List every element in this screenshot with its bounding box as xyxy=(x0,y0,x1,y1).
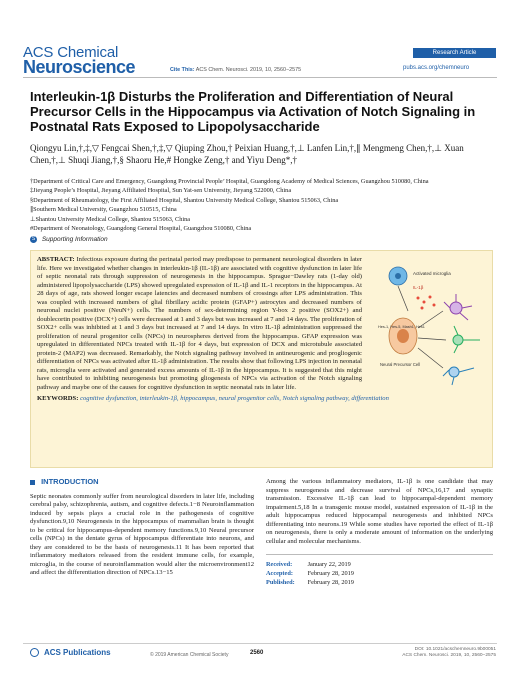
date-value: January 22, 2019 xyxy=(307,561,351,568)
affiliation: †Department of Critical Care and Emergency, Guangdong Provincial People’ Hospital, Guangdong Academy of Medical Sciences, Guangzhou 510080, China xyxy=(30,178,429,185)
date-label: Published: xyxy=(266,579,295,586)
supporting-info-icon: S xyxy=(31,236,36,242)
journal-url-link[interactable]: pubs.acs.org/chemneuro xyxy=(403,65,470,71)
section-heading-introduction xyxy=(30,478,254,487)
toc-graphic xyxy=(368,256,486,389)
section-heading-text: INTRODUCTION xyxy=(41,477,99,486)
author-list: Qiongyu Lin,†,‡,▽ Fengcai Shen,†,‡,▽ Qiuping Zhou,† Peixian Huang,†,⊥ Lanfen Lin,†,∥ Mengmeng Chen,†,⊥ Xuan Chen,†,⊥ Shuqi Jiang,†,§ Shaoru He,# Hongke Zeng,† and Yiyu Deng*,† xyxy=(30,143,464,165)
cite-text: ACS Chem. Neurosci. 2019, 10, 2560−2575 xyxy=(195,67,302,73)
intro-paragraph-2: Among the various inflammatory mediators, IL-1β is one candidate that may suppress neurogenesis and decrease survival of NPCs,16,17 and synaptic transmission. Excessive IL-1β can lead to hippocampal-dependent memory impairment.5,18 In a transgenic mouse model, sustained expression of IL-1β in the adult hippocampus reduced hippocampal neurogenesis and inhibited NPCs differentiating into neurons.19 While some studies have reported the effect of IL-1β on neurogenesis, there is only a moderate amount of information on the underlying cellular and molecular mechanisms. xyxy=(266,478,493,545)
figure-label-npc: Neural Precursor Cell xyxy=(380,362,421,367)
publisher-logo[interactable] xyxy=(30,648,111,657)
affiliation: §Department of Rheumatology, the First Affiliated Hospital, Shantou University Medical College, Shantou 515063, China xyxy=(30,196,339,204)
date-row xyxy=(266,578,493,587)
journal-name-line1: ACS Chemical xyxy=(23,44,119,61)
acs-logo-icon xyxy=(30,648,39,657)
header-divider xyxy=(23,77,497,78)
article-title: Interleukin-1β Disturbs the Proliferation and Differentiation of Neural Precursor Cells in the Hippocampus via Activation of Notch Signaling in Postnatal Rats Exposed to Lipopolysaccharide xyxy=(30,89,476,134)
right-column xyxy=(266,478,493,587)
figure-label-il1b: IL-1β xyxy=(413,285,424,290)
date-label: Received: xyxy=(266,561,293,568)
footer-divider xyxy=(23,643,497,644)
date-row xyxy=(266,560,493,569)
keywords-label: KEYWORDS: xyxy=(37,395,79,402)
abstract-text: Infectious exposure during the perinatal period may predispose to permanent neurological disorders in later life. Here we investigated whether changes in interleukin-1β (IL-1β) are associated with cognitive dysfunction in later life of septic neonatal rats through suppression of neurogenesis in the hippocampus. Sprague−Dawley rats (1-day old) administered lipopolysaccharide (LPS) showed upregulated expression of IL-1β and IL-1 receptors in the hippocampus. At 28 days of age, rats showed longer escape latencies and decreased numbers of crossings after LPS administration. This was coupled with increased numbers of glial fibrillary acidic protein (GFAP+) astrocytes and decreased numbers of neuronal nuclei positive (NeuN+) cells. The numbers of sex-determining region Y-box 2 positive (SOX2+) and doublecortin positive (DCX+) cells were decreased at 1 and 3 days but was increased at 7 and 14 days. The proliferation of SOX2+ cells was inhibited at 1 and 3 days but increased at 7 and 14 days. In vitro IL-1β administration suppressed the proliferation of neural progenitor cells (NPCs) in neurospheres derived from the hippocampus. GFAP expression was upregulated in differentiated NPCs treated with IL-1β for 4 days, but expression of DCX and microtubule associated protein-2 (MAP2) was decreased. Remarkably, the Notch signaling pathway involved in antineurogenic and progliogenic differentiation of NPCs was activated after IL-1β administration. The results show that following LPS injection in neonatal rats, microglia were activated and generated excess amounts of IL-1β in the hippocampus. It is suggested that this might have contributed to inhibiting neurogenesis but promoting gliogenesis of NPCs via activation of the Notch signaling pathway and maybe one of the causes for cognitive dysfunction in septic neonatal rats in later life. xyxy=(37,256,362,391)
journal-name-line2: Neuroscience xyxy=(23,57,136,77)
affiliation: ‡Jieyang People’s Hospital, Jieyang Affiliated Hospital, Sun Yat-sen University, Jieyang 522000, China xyxy=(30,187,292,195)
date-row xyxy=(266,569,493,578)
date-value: February 28, 2019 xyxy=(307,579,354,586)
copyright: © 2019 American Chemical Society xyxy=(150,652,229,658)
affiliation: #Department of Neonatology, Guangdong General Hospital, Guangzhou 510080, China xyxy=(30,225,252,233)
date-value: February 28, 2019 xyxy=(307,570,354,577)
cite-this[interactable] xyxy=(170,67,301,73)
intro-paragraph-1: Septic neonates commonly suffer from neurological disorders in later life, including cerebral palsy, schizophrenia, autism, and cognitive defects.1−8 Neuroinflammation induced by sepsis plays a crucial role in the pathogenesis of cognitive dysfunction.9,10 Neurogenesis in the hippocampus of mammalian brain is thought to be critical for hippocampus-dependent memory functions.9,10 Neural precursor cells (NPCs) in the dentate gyrus of hippocampus differentiate into neurons, and they are considered to be the basis of neurogenesis.11 It has been reported that inflammatory mediators released from the resident immune cells, for example, microglia, in the course of neuroinflammation would alter the microenvironment12 and affect the differentiation direction of NPCs.13−15 xyxy=(30,492,254,576)
publisher-name: ACS Publications xyxy=(43,648,111,657)
left-column xyxy=(30,478,254,578)
keywords-text: cognitive dysfunction, interleukin-1β, hippocampus, neural progenitor cells, Notch signaling pathway, differentiation xyxy=(80,395,389,402)
journal-logo[interactable] xyxy=(23,45,135,76)
affiliations xyxy=(30,177,490,233)
figure-label-notch: Hes-1, Hes-5, Mash1, Hes1 xyxy=(378,325,425,329)
supporting-info-label: Supporting Information xyxy=(41,236,108,244)
date-label: Accepted: xyxy=(266,570,293,577)
footer-doi[interactable] xyxy=(388,647,496,659)
publication-dates xyxy=(266,554,493,587)
supporting-information-link[interactable] xyxy=(30,236,108,243)
cite-prefix: Cite This: xyxy=(170,67,195,73)
affiliation: ∥Southern Medical University, Guangzhou 510515, China xyxy=(30,206,177,214)
abstract-box xyxy=(30,250,493,468)
toc-figure xyxy=(368,256,486,389)
affiliation: ⊥Shantou University Medical College, Shantou 515063, China xyxy=(30,215,191,223)
page-number: 2560 xyxy=(250,650,264,656)
section-marker-icon xyxy=(30,480,35,485)
article-type-badge: Research Article xyxy=(413,48,496,58)
figure-label-microglia: Activated microglia xyxy=(413,271,451,276)
citation-text: ACS Chem. Neurosci. 2019, 10, 2560−2575 xyxy=(402,653,496,658)
doi-text: DOI: 10.1021/acschemneuro.9b00051 xyxy=(414,647,496,652)
abstract-label: ABSTRACT: xyxy=(37,256,75,263)
keywords xyxy=(37,395,486,404)
